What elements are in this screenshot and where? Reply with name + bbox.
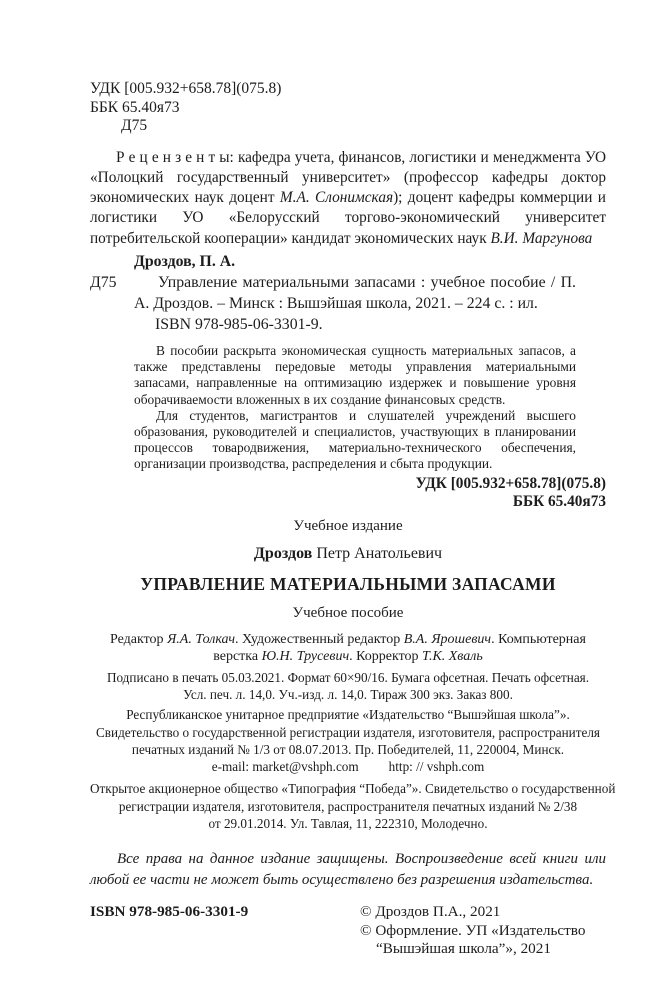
copyright-block xyxy=(360,903,606,959)
reviewers-label: Р е ц е н з е н т ы: xyxy=(116,148,238,166)
reviewers-text-2: ); доцент кафедры коммерции и логистики УО «Белорусский торгово-экономический университет потребительской кооперации» кандидат экономических наук xyxy=(90,189,606,247)
author-given-names: Петр Анатольевич xyxy=(312,544,443,562)
catalog-card xyxy=(90,251,576,335)
udc-code-top: УДК [005.932+658.78](075.8) xyxy=(90,80,282,97)
publisher-contacts xyxy=(90,758,606,775)
isbn-copyright-row xyxy=(90,903,606,959)
catalog-isbn: ISBN 978-985-06-3301-9. xyxy=(155,315,323,333)
reviewers-paragraph xyxy=(90,148,606,249)
catalog-author-sign-code: Д75 xyxy=(90,273,117,291)
publisher-email: e-mail: market@vshph.com xyxy=(211,759,359,775)
editor-label: Редактор xyxy=(110,631,168,647)
staff-credits xyxy=(90,631,606,666)
bbk-code-right: ББК 65.40я73 xyxy=(512,492,606,510)
bbk-code-top: ББК 65.40я73 xyxy=(90,98,180,116)
copyright-design-line-1: © Оформление. УП «Издательство xyxy=(360,921,586,939)
print-info-line-2: Усл. печ. л. 14,0. Уч.-изд. л. 14,0. Тираж 300 экз. Заказ 800. xyxy=(183,686,513,702)
copyright-author: © Дроздов П.А., 2021 xyxy=(360,903,501,921)
edition-type-label: Учебное издание xyxy=(293,517,403,534)
reviewer-name-1: М.А. Слонимская xyxy=(279,189,394,207)
publisher-info xyxy=(90,706,606,775)
print-info-line-1: Подписано в печать 05.03.2021. Формат 60×90/16. Бумага офсетная. Печать офсетная. xyxy=(106,669,590,685)
top-classification-block xyxy=(90,80,606,136)
catalog-author-heading: Дроздов, П. А. xyxy=(134,252,236,270)
proofreader-name: Т.К. Хваль xyxy=(422,649,483,665)
editor-name: Я.А. Толкач xyxy=(167,631,236,647)
printery-line-3: от 29.01.2014. Ул. Тавлая, 11, 222310, Молодечно. xyxy=(208,815,488,831)
book-subtitle: Учебное пособие xyxy=(292,604,404,621)
art-editor-name: В.А. Ярошевич xyxy=(403,631,492,647)
copyright-design-line-2: “Вышэйшая школа”», 2021 xyxy=(376,940,551,958)
publisher-website: http: // vshph.com xyxy=(388,759,485,775)
printery-line-1: Открытое акционерное общество «Типография “Победа”». Свидетельство о государственной xyxy=(90,781,616,797)
reviewer-name-2: В.И. Маргунова xyxy=(490,229,593,247)
publisher-certificate-line-1: Свидетельство о государственной регистрации издателя, изготовителя, распространителя xyxy=(96,724,600,740)
isbn-text: ISBN 978-985-06-3301-9 xyxy=(90,903,249,921)
proofreader-label: . Корректор xyxy=(349,649,423,665)
annotation-paragraph-1: В пособии раскрыта экономическая сущность материальных запасов, а также представлены передовые методы управления материальными запасами, направленные на оптимизацию издержек и повышение уровня оборачиваемости вложенных в их создание финансовых средств. xyxy=(134,342,576,407)
publisher-certificate-line-2: печатных изданий № 1/3 от 08.07.2013. Пр. Победителей, 11, 220004, Минск. xyxy=(131,741,565,757)
rights-notice: Все права на данное издание защищены. Воспроизведение всей книги или любой ее части не может быть осуществлено без разрешения издательства. xyxy=(90,851,606,889)
catalog-bibliographic-entry: Управление материальными запасами : учебное пособие / П. А. Дроздов. – Минск : Вышэйшая школа, 2021. – 224 с. : ил. xyxy=(134,273,576,312)
author-surname: Дроздов xyxy=(253,544,313,562)
udc-code-right: УДК [005.932+658.78](075.8) xyxy=(415,474,606,492)
annotation-paragraph-2: Для студентов, магистрантов и слушателей учреждений высшего образования, руководителей и специалистов, участвующих в планировании процессов товародвижения, материально-технического обеспечения, организации производства, распределения и сбыта продукции. xyxy=(134,407,576,472)
book-title: УПРАВЛЕНИЕ МАТЕРИАЛЬНЫМИ ЗАПАСАМИ xyxy=(140,573,556,594)
layout-name: Ю.Н. Трусевич xyxy=(261,649,350,665)
print-run-info xyxy=(90,669,606,704)
printery-line-2: регистрации издателя, изготовителя, распространителя печатных изданий № 2/38 xyxy=(118,798,578,814)
art-editor-label: . Художественный редактор xyxy=(235,631,404,647)
reviewers-text-1: кафедра учета, финансов, логистики и менеджмента УО «Полоцкий государственный университет» (профессор кафедры доктор экономических наук доцент xyxy=(90,148,606,207)
printing-house-info xyxy=(90,780,616,832)
annotation-block xyxy=(134,343,576,473)
layout-label: . Компьютерная верстка xyxy=(213,631,586,665)
author-full-name xyxy=(90,544,606,564)
publisher-name: Республиканское унитарное предприятие «Издательство “Вышэйшая школа”». xyxy=(126,707,570,723)
author-sign-code-top: Д75 xyxy=(121,117,148,134)
classification-block-right xyxy=(90,475,606,511)
